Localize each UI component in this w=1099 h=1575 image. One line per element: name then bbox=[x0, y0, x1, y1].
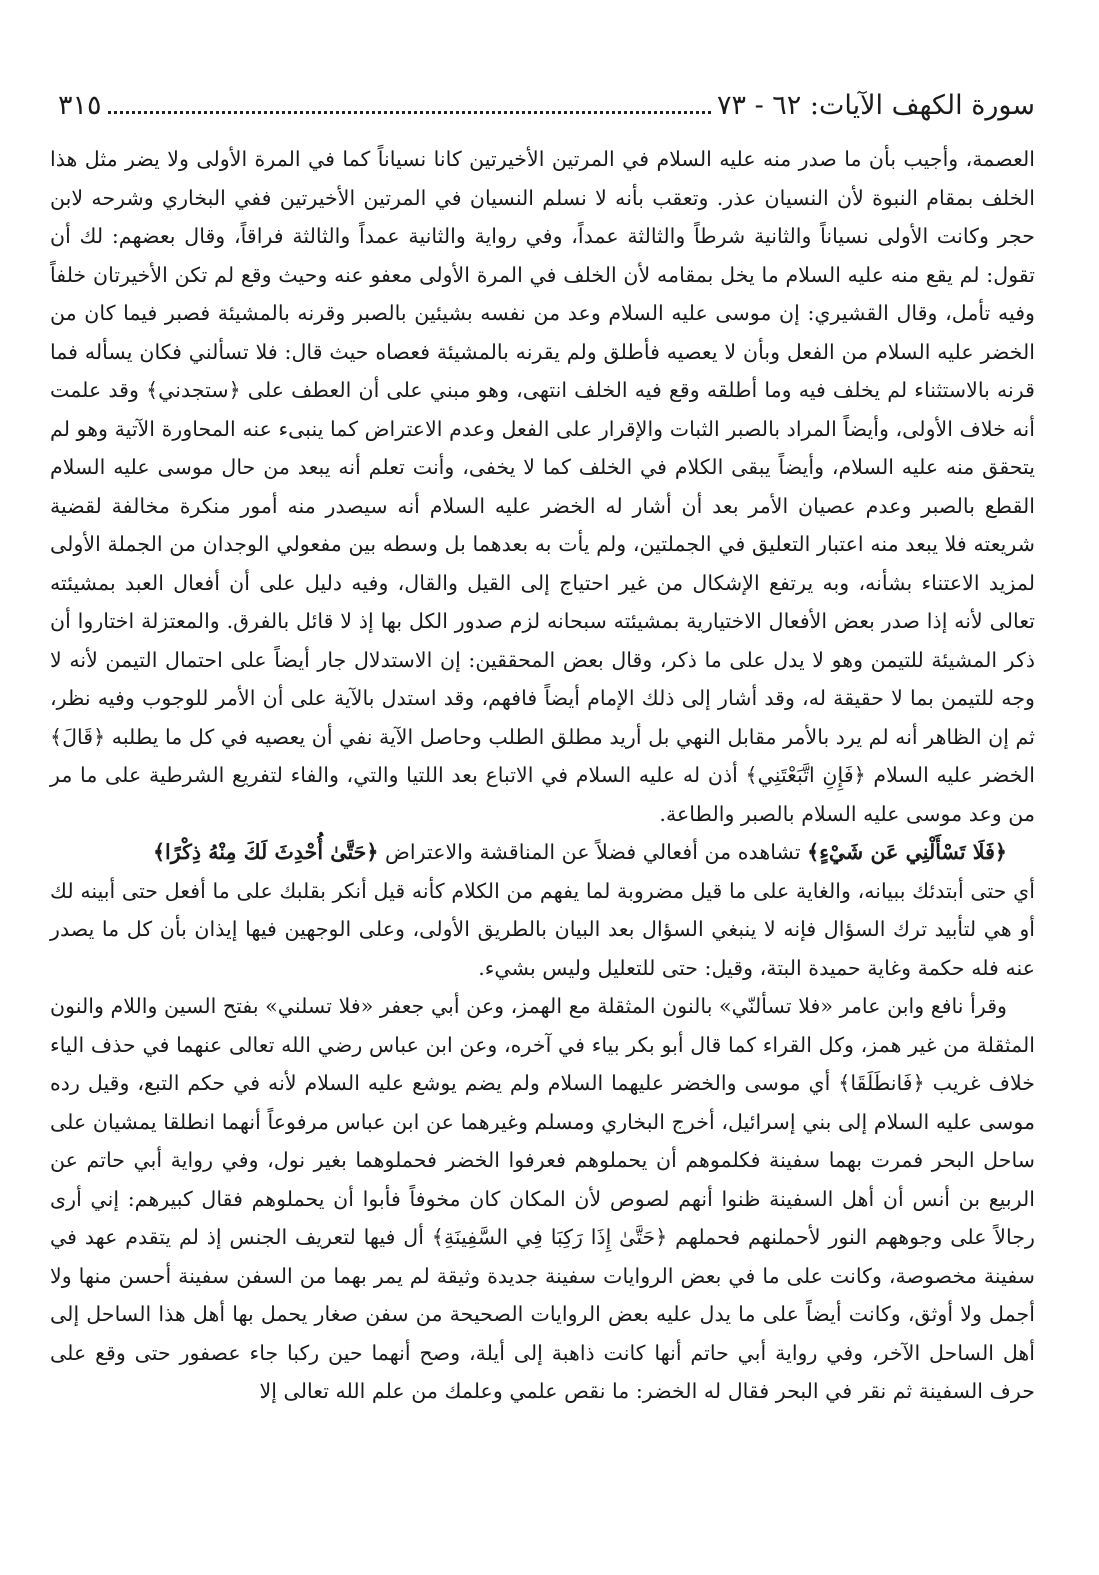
body-text bbox=[50, 140, 1035, 1411]
page-header bbox=[58, 78, 1035, 122]
dot-leader bbox=[108, 111, 711, 114]
paragraph: أي حتى أبتدئك ببيانه، والغاية على ما قيل مضروبة لما يفهم من الكلام كأنه قيل أنكر بقلبك على ما أفعل حتى أبينه لك أو هي لتأبيد ترك السؤال فإنه لا ينبغي السؤال بعد البيان بالطريق الأولى، وعلى الوجهين فيها إيذان بأن كل ما يصدر عنه فله حكمة وغاية حميدة البتة، وقيل: حتى للتعليل وليس بشيء. bbox=[50, 878, 1035, 980]
running-title: سورة الكهف الآيات: ٦٢ - ٧٣ bbox=[716, 89, 1035, 121]
page-number: ٣١٥ bbox=[58, 89, 102, 121]
quran-verse: ﴿حَتَّىٰ أُحْدِثَ لَكَ مِنْهُ ذِكْرًا﴾ bbox=[152, 840, 379, 864]
quran-verse: ﴿فَلَا تَسْأَلْنِي عَن شَيْءٍ﴾ bbox=[807, 840, 1007, 864]
verse-paragraph bbox=[50, 833, 1035, 872]
paragraph: وقرأ نافع وابن عامر «فلا تسألنّي» بالنون المثقلة مع الهمز، وعن أبي جعفر «فلا تسلني» بفتح السين واللام والنون المثقلة من غير همز، وكل القراء كما قال أبو بكر بياء في آخره، وعن ابن عباس رضي الله تعالى عنهما في حذف الياء خلاف غريب ﴿فَانطَلَقَا﴾ أي موسى والخضر عليهما السلام ولم يضم يوشع عليه السلام لأنه في حكم التبع، وقيل رده موسى عليه السلام إلى بني إسرائيل، أخرج البخاري ومسلم وغيرهما عن ابن عباس مرفوعاً أنهما انطلقا يمشيان على ساحل البحر فمرت بهما سفينة فكلموهم أن يحملوهم فعرفوا الخضر فحملوهما بغير نول، وفي رواية أبي حاتم عن الربيع بن أنس أن أهل السفينة ظنوا أنهم لصوص لأن المكان كان مخوفاً فأبوا أن يحملوهم فقال كبيرهم: إني أرى رجالاً على وجوههم النور لأحملنهم فحملهم ﴿حَتَّىٰ إِذَا رَكِبَا فِي السَّفِينَةِ﴾ أل فيها لتعريف الجنس إذ لم يتقدم عهد في سفينة مخصوصة، وكانت على ما في بعض الروايات سفينة جديدة وثيقة لم يمر بهما من السفن سفينة أحسن منها ولا أجمل ولا أوثق، وكانت أيضاً على ما يدل عليه بعض الروايات الصحيحة من سفن صغار يحمل بها أهل هذا الساحل إلى أهل الساحل الآخر، وفي رواية أبي حاتم أنها كانت ذاهبة إلى أيلة، وصح أنهما حين ركبا جاء عصفور حتى وقع على حرف السفينة ثم نقر في البحر فقال له الخضر: ما نقص علمي وعلمك من علم الله تعالى إلا bbox=[50, 994, 1035, 1403]
commentary-text: تشاهده من أفعالي فضلاً عن المناقشة والاعتراض bbox=[385, 840, 801, 864]
paragraph: العصمة، وأجيب بأن ما صدر منه عليه السلام في المرتين الأخيرتين كانا نسياناً كما في المرة الأولى ولا يضر مثل هذا الخلف بمقام النبوة لأن النسيان عذر. وتعقب بأنه لا نسلم النسيان في المرتين الأخيرتين ففي البخاري وشرحه لابن حجر وكانت الأولى نسياناً والثانية شرطاً والثالثة عمداً، وفي رواية والثانية عمداً والثالثة فراقاً، وقال بعضهم: لك أن تقول: لم يقع منه عليه السلام ما يخل بمقامه لأن الخلف في المرة الأولى معفو عنه وحيث وقع لم تكن الأخيرتان خلفاً وفيه تأمل، وقال القشيري: إن موسى عليه السلام وعد من نفسه بشيئين بالصبر وقرنه بالمشيئة فصبر فيما كان من الخضر عليه السلام من الفعل وبأن لا يعصيه فأطلق ولم يقرنه بالمشيئة فعصاه حيث قال: فلا تسألني فكان يسأله فما قرنه بالاستثناء لم يخلف فيه وما أطلقه وقع فيه الخلف انتهى، وهو مبني على أن العطف على ﴿ستجدني﴾ وقد علمت أنه خلاف الأولى، وأيضاً المراد بالصبر الثبات والإقرار على الفعل وعدم الاعتراض كما ينبىء عنه المحاورة الآتية وهو لم يتحقق منه عليه السلام، وأيضاً يبقى الكلام في الخلف كما لا يخفى، وأنت تعلم أنه يبعد من حال موسى عليه السلام القطع بالصبر وعدم عصيان الأمر بعد أن أشار له الخضر عليه السلام أنه سيصدر منه أمور منكرة مخالفة لقضية شريعته فلا يبعد منه اعتبار التعليق في الجملتين، ولم يأت به بعدهما بل وسطه بين مفعولي الوجدان من الجملة الأولى لمزيد الاعتناء بشأنه، وبه يرتفع الإشكال من غير احتياج إلى القيل والقال، وفيه دليل على أن أفعال العبد بمشيئته تعالى لأنه إذا صدر بعض الأفعال الاختيارية بمشيئته سبحانه لزم صدور الكل بها إذ لا قائل بالفرق. والمعتزلة اختاروا أن ذكر المشيئة للتيمن وهو لا يدل على ما ذكر، وقال بعض المحققين: إن الاستدلال جار أيضاً على احتمال التيمن لأنه لا وجه للتيمن بما لا حقيقة له، وقد أشار إلى ذلك الإمام أيضاً فافهم، وقد استدل بالآية على أن الأمر للوجوب وفيه نظر، ثم إن الظاهر أنه لم يرد بالأمر مقابل النهي بل أريد مطلق الطلب وحاصل الآية نفي أن يعصيه في كل ما يطلبه ﴿قَالَ﴾ الخضر عليه السلام ﴿فَإِنِ اتَّبَعْتَنِي﴾ أذن له عليه السلام في الاتباع بعد اللتيا والتي، والفاء لتفريع الشرطية على ما مر من وعد موسى عليه السلام بالصبر والطاعة. bbox=[50, 147, 1035, 826]
